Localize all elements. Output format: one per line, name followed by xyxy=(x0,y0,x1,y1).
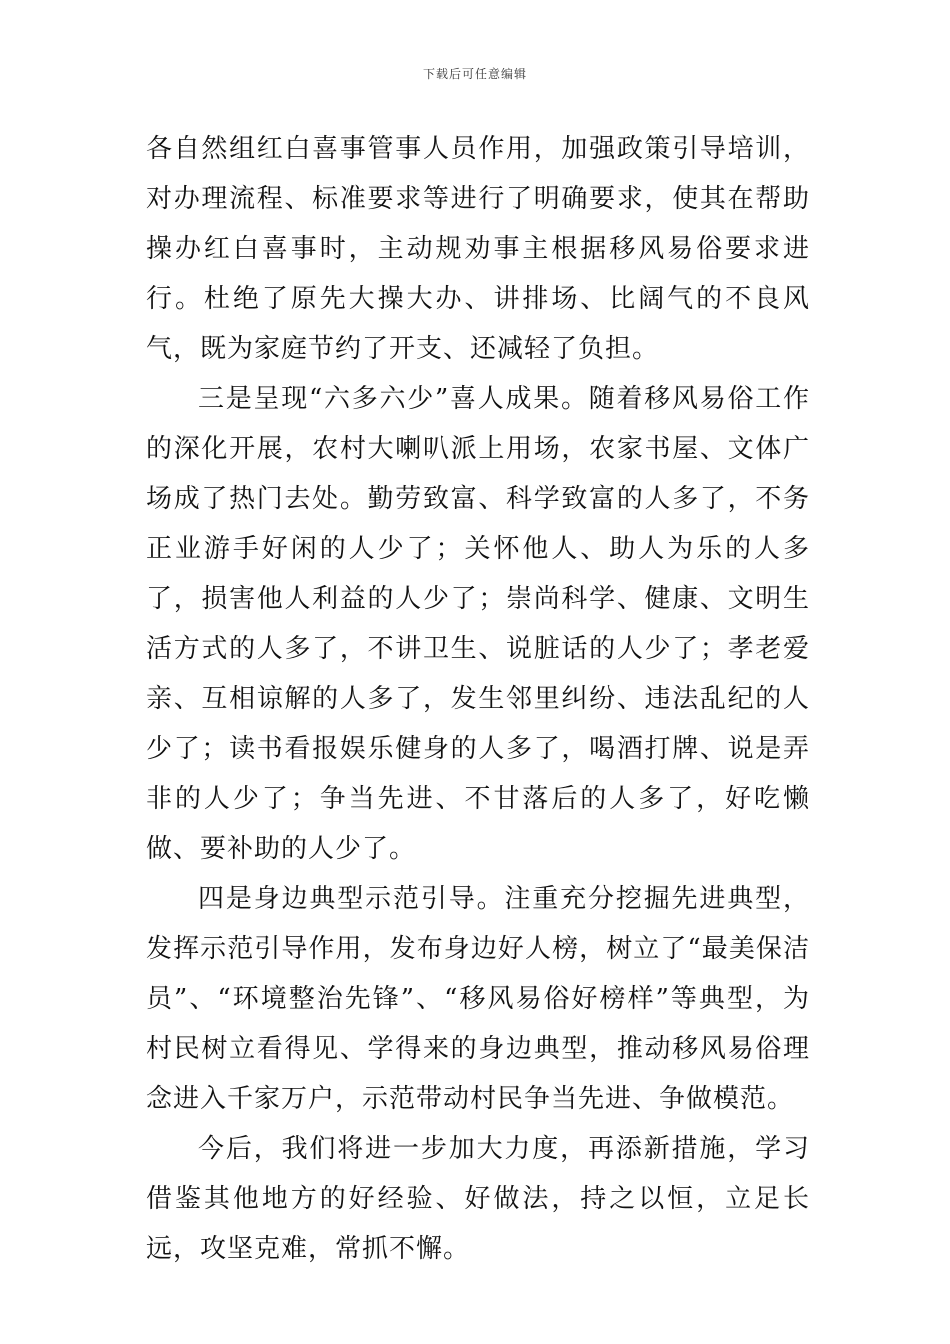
page-header-note: 下载后可任意编辑 xyxy=(422,67,527,81)
paragraph-4: 今后，我们将进一步加大力度，再添新措施，学习借鉴其他地方的好经验、好做法，持之以恒，立足长远，攻坚克难，常抓不懈。 xyxy=(146,1134,810,1264)
paragraph-3: 四是身边典型示范引导。注重充分挖掘先进典型，发挥示范引导作用，发布身边好人榜，树立了“最美保洁员”、“环境整治先锋”、“移风易俗好榜样”等典型，为村民树立看得见、学得来的身边典型，推动移风易俗理念进入千家万户，示范带动村民争当先进、争做模范。 xyxy=(146,884,810,1114)
paragraph-1: 各自然组红白喜事管事人员作用，加强政策引导培训，对办理流程、标准要求等进行了明确要求，使其在帮助操办红白喜事时，主动规劝事主根据移风易俗要求进行。杜绝了原先大操大办、讲排场、比阔气的不良风气，既为家庭节约了开支、还减轻了负担。 xyxy=(146,134,810,364)
paragraph-2: 三是呈现“六多六少”喜人成果。随着移风易俗工作的深化开展，农村大喇叭派上用场，农家书屋、文体广场成了热门去处。勤劳致富、科学致富的人多了，不务正业游手好闲的人少了；关怀他人、助人为乐的人多了，损害他人利益的人少了；崇尚科学、健康、文明生活方式的人多了，不讲卫生、说脏话的人少了；孝老爱亲、互相谅解的人多了，发生邻里纠纷、违法乱纪的人少了；读书看报娱乐健身的人多了，喝酒打牌、说是弄非的人少了；争当先进、不甘落后的人多了，好吃懒做、要补助的人少了。 xyxy=(146,384,810,864)
document-body xyxy=(146,124,810,1274)
